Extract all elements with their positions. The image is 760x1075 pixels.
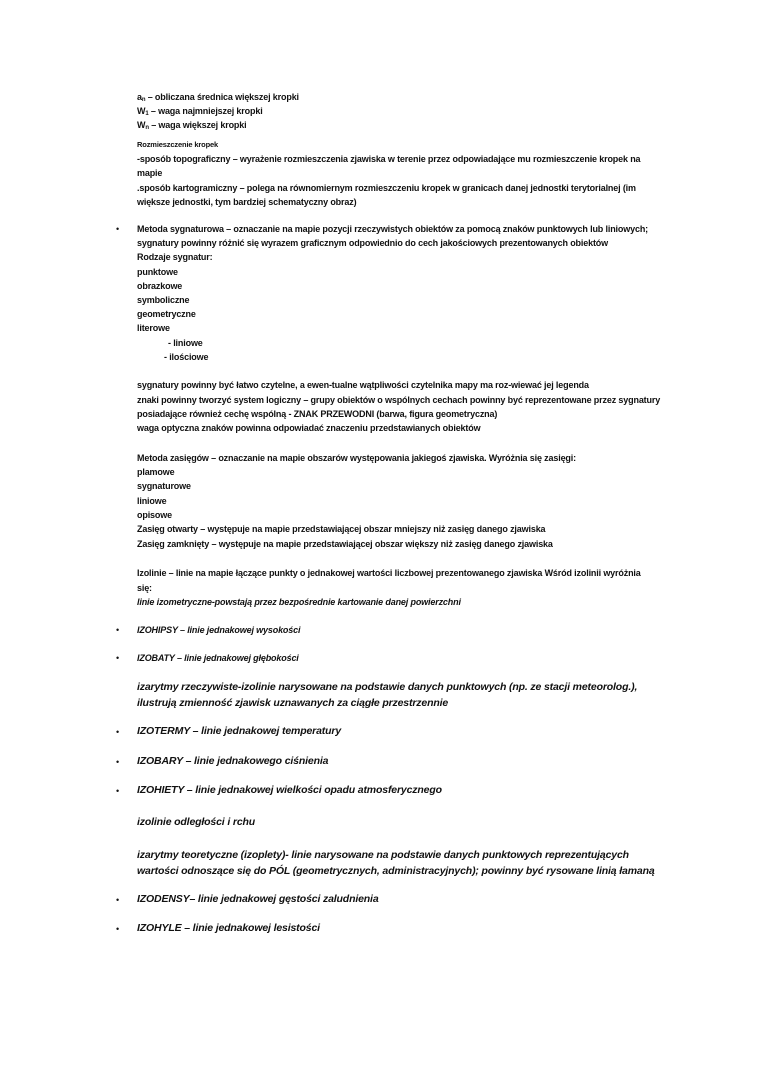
sygnatura-type: geometryczne	[137, 309, 196, 319]
zasieg-type: liniowe	[137, 496, 167, 506]
izometryczne: linie izometryczne-powstają przez bezpośrednie kartowanie danej powierzchni	[137, 597, 461, 607]
zasieg-type: plamowe	[137, 467, 175, 477]
bullet-izobaty: •	[116, 653, 120, 663]
bullet-izohipsy: •	[116, 625, 120, 635]
sygnatura-rule: sygnatury powinny być łatwo czytelne, a ewen-tualne wątpliwości czytelnika mapy ma roz-wiewać jej legenda	[137, 380, 589, 390]
zasieg-type: sygnaturowe	[137, 481, 191, 491]
zasieg-zamkniety: Zasięg zamknięty – występuje na mapie przedstawiającej obszar większy niż zasięg danego zjawiska	[137, 539, 553, 549]
sygnatura-subtype: - ilościowe	[164, 352, 209, 362]
zasiegi-intro: Metoda zasięgów – oznaczanie na mapie obszarów występowania jakiegoś zjawiska. Wyróżnia się zasięgi:	[137, 453, 576, 463]
izolinie-intro-2: się:	[137, 583, 152, 593]
izohipsy: IZOHIPSY – linie jednakowej wysokości	[137, 625, 301, 635]
sygnatura-type: obrazkowe	[137, 281, 183, 291]
sygnatura-type: punktowe	[137, 267, 178, 277]
izotermy: IZOTERMY – linie jednakowej temperatury	[137, 725, 342, 737]
legend-w1: $W_1$ – waga najmniejszej kropki	[137, 106, 263, 117]
zasieg-otwarty: Zasięg otwarty – występuje na mapie przedstawiającej obszar mniejszy niż zasięg danego zjawiska	[137, 524, 546, 534]
sygnatura-rule: posiadające również cechę wspólną - ZNAK PRZEWODNI (barwa, figura geometryczna)	[137, 409, 498, 419]
karto-line-1: .sposób kartogramiczny – polega na równomiernym rozmieszczeniu kropek w granicach danej jednostki terytorialnej (im	[137, 183, 636, 193]
sygnaturowa-line-2: sygnatury powinny różnić się wyrazem graficznym odpowiednio do cech jakościowych prezentowanych obiektów	[137, 238, 609, 248]
bullet-izohyle: •	[116, 924, 120, 934]
karto-line-2: większe jednostki, tym bardziej schematyczny obraz)	[137, 197, 357, 207]
izohyle: IZOHYLE – linie jednakowej lesistości	[137, 922, 320, 934]
bullet-izohiety: •	[116, 786, 120, 796]
izarytmy-teoretyczne-2: wartości odnoszące się do PÓL (geometrycznych, administracyjnych); powinny być rysowane linią łamaną	[137, 865, 655, 877]
bullet-izodensy: •	[116, 895, 120, 905]
izolinie-odleglosci: izolinie odległości i rchu	[137, 816, 256, 828]
topo-line-2: mapie	[137, 168, 163, 178]
legend-an: $a_n$ – obliczana średnica większej kropki	[137, 92, 299, 103]
legend-wn: $W_n$ – waga większej kropki	[137, 120, 247, 131]
rodzaje-sygnatur: Rodzaje sygnatur:	[137, 252, 213, 262]
izobary: IZOBARY – linie jednakowego ciśnienia	[137, 755, 329, 767]
bullet-izotermy: •	[116, 727, 120, 737]
izodensy: IZODENSY– linie jednakowej gęstości zaludnienia	[137, 893, 379, 905]
izarytmy-rzeczywiste-2: ilustrują zmienność zjawisk uznawanych za ciągłe przestrzennie	[137, 697, 449, 709]
izohiety: IZOHIETY – linie jednakowej wielkości opadu atmosferycznego	[137, 784, 442, 796]
sygnatura-subtype: - liniowe	[168, 338, 203, 348]
sygnatura-type: literowe	[137, 323, 170, 333]
izarytmy-rzeczywiste-1: izarytmy rzeczywiste-izolinie narysowane na podstawie danych punktowych (np. ze stacji meteorolog.),	[137, 681, 638, 693]
sygnatura-rule: waga optyczna znaków powinna odpowiadać znaczeniu przedstawianych obiektów	[137, 423, 481, 433]
izolinie-intro-1: Izolinie – linie na mapie łączące punkty o jednakowej wartości liczbowej prezentowanego zjawiska Wśród izolinii wyróżnia	[137, 568, 641, 578]
sygnatura-type: symboliczne	[137, 295, 190, 305]
bullet-izobary: •	[116, 757, 120, 767]
sygnaturowa-line-1: Metoda sygnaturowa – oznaczanie na mapie pozycji rzeczywistych obiektów za pomocą znaków punktowych lub liniowych;	[137, 224, 649, 234]
izobaty: IZOBATY – linie jednakowej głębokości	[137, 653, 299, 663]
rozmieszczenie-heading: Rozmieszczenie kropek	[137, 140, 219, 149]
sygnatura-rule: znaki powinny tworzyć system logiczny – grupy obiektów o wspólnych cechach powinny być reprezentowane przez sygnatury	[137, 395, 661, 405]
topo-line-1: -sposób topograficzny – wyrażenie rozmieszczenia zjawiska w terenie przez odpowiadające mu rozmieszczenie kropek na	[137, 154, 641, 164]
izarytmy-teoretyczne-1: izarytmy teoretyczne (izoplety)- linie narysowane na podstawie danych punktowych reprezentujących	[137, 849, 629, 861]
bullet-sygnaturowa: •	[116, 224, 120, 234]
zasieg-type: opisowe	[137, 510, 172, 520]
